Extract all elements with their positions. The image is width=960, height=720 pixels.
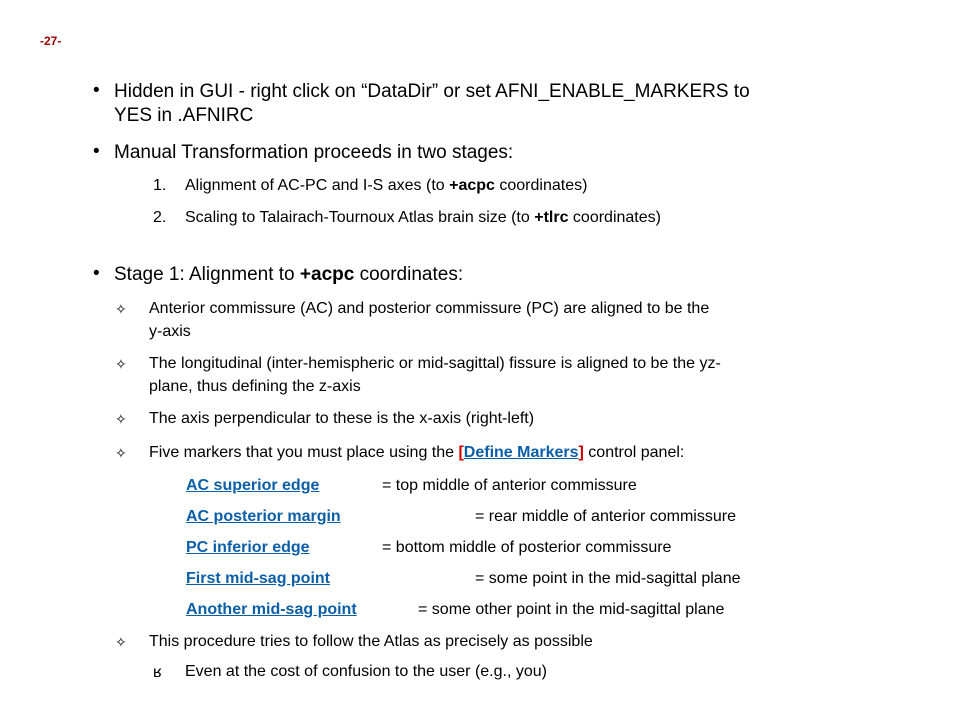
marker-ac-superior-edge[interactable]: AC superior edge [186, 477, 320, 494]
marker-row-4 [186, 568, 330, 589]
marker-row-5 [186, 599, 357, 620]
define-markers-link[interactable]: Define Markers [463, 444, 579, 461]
sub-1-line-2: y-axis [149, 323, 191, 340]
sub-3-icon: ✧ [115, 411, 127, 427]
sub-2-icon: ✧ [115, 356, 127, 372]
sub-5-text: This procedure tries to follow the Atlas as precisely as possible [149, 633, 593, 650]
sub-4-icon: ✧ [115, 445, 127, 461]
checkmark-icon: ʁ [153, 664, 162, 681]
marker-first-mid-sag-point[interactable]: First mid-sag point [186, 570, 330, 587]
step-1-text: Alignment of AC-PC and I-S axes (to +acpc coordinates) [185, 177, 588, 194]
step-1-number: 1. [153, 177, 167, 194]
marker-ac-posterior-margin[interactable]: AC posterior margin [186, 508, 341, 525]
sub-sub-text: Even at the cost of confusion to the user (e.g., you) [185, 663, 547, 680]
sub-1-line-1: Anterior commissure (AC) and posterior commissure (PC) are aligned to be the [149, 300, 710, 317]
bullet-3-icon: • [93, 263, 100, 284]
bullet-1-line-1: Hidden in GUI - right click on “DataDir” or set AFNI_ENABLE_MARKERS to [114, 81, 750, 102]
sub-2-line-2: plane, thus defining the z-axis [149, 378, 361, 395]
bullet-3-text: Stage 1: Alignment to +acpc coordinates: [114, 264, 464, 285]
bullet-1-line-2: YES in .AFNIRC [114, 105, 254, 126]
marker-row-2 [186, 506, 341, 527]
sub-4-text: Five markers that you must place using the [Define Markers] control panel: [149, 444, 685, 461]
marker-row-3 [186, 537, 310, 558]
marker-2-desc: = rear middle of anterior commissure [475, 508, 736, 525]
marker-another-mid-sag-point[interactable]: Another mid-sag point [186, 601, 357, 618]
marker-pc-inferior-edge[interactable]: PC inferior edge [186, 539, 310, 556]
sub-1-icon: ✧ [115, 301, 127, 317]
marker-row-1 [186, 475, 319, 496]
bullet-2-text: Manual Transformation proceeds in two stages: [114, 142, 514, 163]
marker-4-desc: = some point in the mid-sagittal plane [475, 570, 741, 587]
sub-2-line-1: The longitudinal (inter-hemispheric or mid-sagittal) fissure is aligned to be the yz- [149, 355, 721, 372]
marker-3-desc: = bottom middle of posterior commissure [382, 539, 672, 556]
sub-5-icon: ✧ [115, 634, 127, 650]
step-2-number: 2. [153, 209, 167, 226]
step-2-text: Scaling to Talairach-Tournoux Atlas brain size (to +tlrc coordinates) [185, 209, 661, 226]
marker-5-desc: = some other point in the mid-sagittal plane [418, 601, 725, 618]
page-number: -27- [40, 34, 62, 48]
bullet-1-icon: • [93, 80, 100, 101]
marker-1-desc: = top middle of anterior commissure [382, 477, 637, 494]
bullet-2-icon: • [93, 141, 100, 162]
sub-3-text: The axis perpendicular to these is the x-axis (right-left) [149, 410, 535, 427]
